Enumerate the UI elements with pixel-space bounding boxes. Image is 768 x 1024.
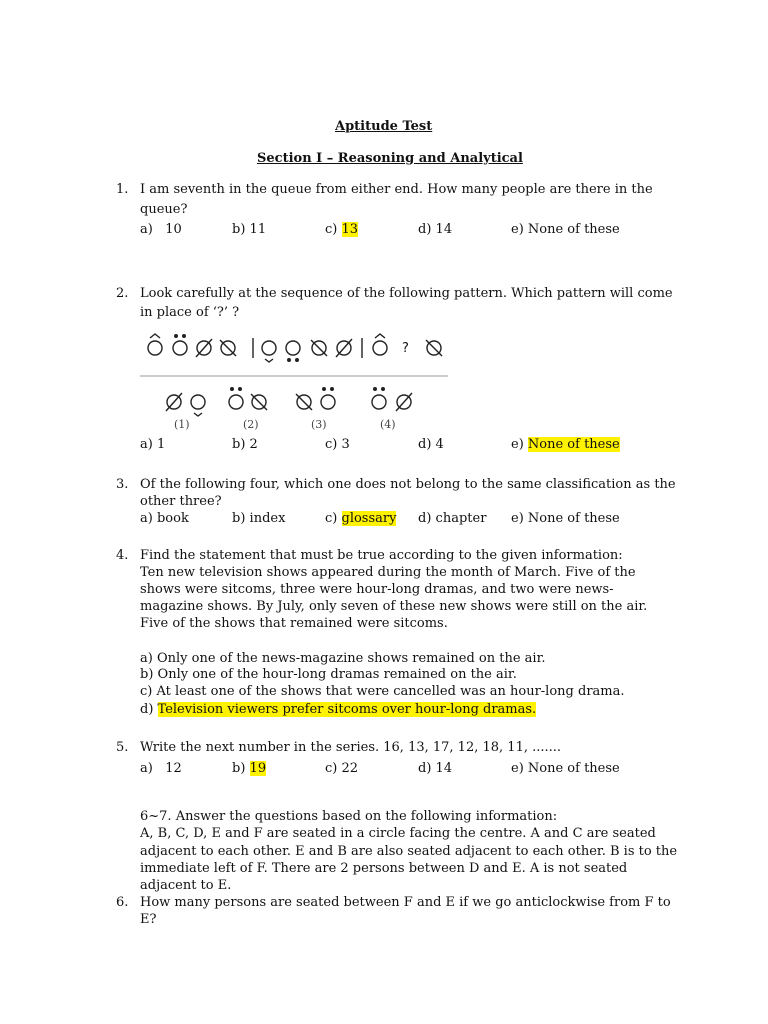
option-c: c) 13 — [325, 222, 359, 237]
option-e: e) None of these — [511, 761, 620, 776]
option-b: b) 2 — [232, 437, 258, 452]
option-a: a) 1 — [140, 437, 166, 452]
option-e: e) None of these — [511, 222, 620, 237]
answer-highlight: 13 — [341, 222, 359, 237]
passage-line: Ten new television shows appeared during the month of March. Five of the — [140, 565, 636, 580]
pattern-question-mark: ? — [402, 341, 409, 356]
answer-highlight: glossary — [341, 511, 397, 526]
question-text: Of the following four, which one does not belong to the same classification as the — [140, 477, 676, 492]
option-d: d) 14 — [418, 222, 453, 237]
option-b: b) 19 — [232, 761, 267, 776]
answer-highlight: None of these — [527, 437, 620, 452]
question-number: 6. — [116, 895, 129, 910]
section-title: Section I – Reasoning and Analytical — [257, 151, 523, 166]
option-c: c) 22 — [325, 761, 359, 776]
question-text: Write the next number in the series. 16, 13, 17, 12, 18, 11, ....... — [140, 740, 562, 755]
option-b: b) Only one of the hour-long dramas remained on the air. — [140, 667, 517, 682]
choice-label-2: (2) — [243, 418, 259, 431]
question-text: E? — [140, 912, 157, 927]
question-number: 3. — [116, 477, 129, 492]
passage-line: Five of the shows that remained were sitcoms. — [140, 616, 448, 631]
question-number: 5. — [116, 740, 129, 755]
option-c: c) At least one of the shows that were cancelled was an hour-long drama. — [140, 684, 625, 699]
choice-label-3: (3) — [311, 418, 327, 431]
question-number: 4. — [116, 548, 129, 563]
option-e: e) None of these — [511, 511, 620, 526]
option-b: b) 11 — [232, 222, 267, 237]
pattern-choices — [166, 388, 412, 416]
option-a: a) 12 — [140, 761, 182, 776]
page-title: Aptitude Test — [335, 119, 433, 134]
option-b: b) index — [232, 511, 286, 526]
question-text: How many persons are seated between F and E if we go anticlockwise from F to — [140, 895, 671, 910]
answer-highlight: 19 — [249, 761, 267, 776]
option-a: a) Only one of the news-magazine shows remained on the air. — [140, 651, 546, 666]
question-text: Find the statement that must be true according to the given information: — [140, 548, 623, 563]
option-e: e) None of these — [511, 437, 620, 452]
info-line: adjacent to each other. E and B are also seated adjacent to each other. B is to the — [140, 844, 678, 859]
question-number: 2. — [116, 286, 129, 301]
info-line: immediate left of F. There are 2 persons between D and E. A is not seated — [140, 861, 628, 876]
option-a: a) book — [140, 511, 189, 526]
question-number: 1. — [116, 182, 129, 197]
answer-highlight: Television viewers prefer sitcoms over hour-long dramas. — [157, 702, 537, 717]
option-a: a) 10 — [140, 222, 182, 237]
info-line: adjacent to E. — [140, 878, 232, 893]
info-line: A, B, C, D, E and F are seated in a circle facing the centre. A and C are seated — [140, 826, 656, 841]
option-c: c) 3 — [325, 437, 350, 452]
passage-line: magazine shows. By July, only seven of these new shows were still on the air. — [140, 599, 648, 614]
option-d: d) chapter — [418, 511, 487, 526]
question-text: Look carefully at the sequence of the following pattern. Which pattern will come — [140, 286, 673, 301]
option-d: d) 14 — [418, 761, 453, 776]
info-line: 6~7. Answer the questions based on the following information: — [140, 809, 558, 824]
question-text: queue? — [140, 202, 188, 217]
option-d: d) 4 — [418, 437, 444, 452]
choice-label-4: (4) — [380, 418, 396, 431]
question-text: other three? — [140, 494, 222, 509]
choice-label-1: (1) — [174, 418, 190, 431]
pattern-sequence — [148, 334, 442, 362]
passage-line: shows were sitcoms, three were hour-long dramas, and two were news- — [140, 582, 614, 597]
question-text: I am seventh in the queue from either end. How many people are there in the — [140, 182, 653, 197]
option-c: c) glossary — [325, 511, 397, 526]
option-d: d) Television viewers prefer sitcoms over hour-long dramas. — [140, 702, 537, 717]
question-text: in place of ‘?’ ? — [140, 305, 240, 320]
